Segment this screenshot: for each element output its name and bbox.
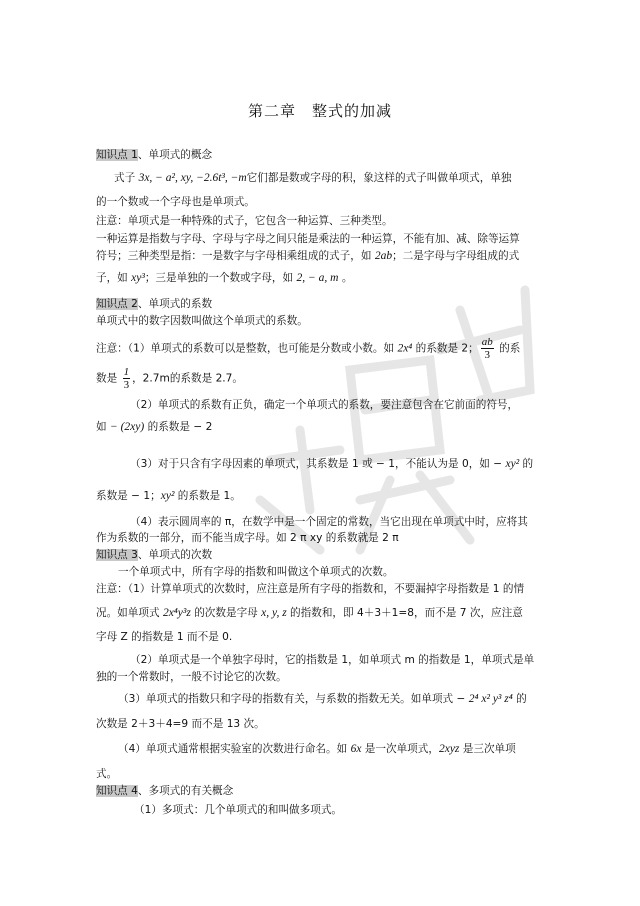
paragraph-line: （1）多项式：几个单项式的和叫做多项式。 [134, 804, 343, 816]
math-expression: 2x⁴ [397, 342, 413, 355]
math-expression: 2ab [374, 250, 393, 262]
paragraph-line: 式子 3x, − a², xy, −2.6t³, −m它们都是数或字母的积，象这样的式子叫做单项式，单独 [114, 172, 512, 184]
knowledge-point-label: 知识点 4 [96, 785, 138, 797]
paragraph-line: 作为系数的一部分，而不能当成字母。如 2 π xy 的系数就是 2 π [96, 532, 399, 544]
paragraph-line: 如 − (2xy) 的系数是 − 2 [96, 421, 213, 433]
math-expression: 2x⁴y³z [162, 607, 191, 619]
note-line: 注意：（1）单项式的系数可以是整数，也可能是分数或小数。如 2x⁴ 的系数是 2； $\frac{ab}{3}$ 的系 [96, 336, 521, 361]
page-title: 第二章 整式的加减 [247, 102, 392, 120]
paragraph-line: （3）对于只含有字母因素的单项式，其系数是 1 或 − 1，不能认为是 0，如 − xy² 的 [130, 458, 534, 470]
paragraph-line: （4）单项式通常根据实验室的次数进行命名。如 6x 是一次单项式，2xyz 是三次单项 [118, 743, 516, 755]
math-expression: 2, − a, m [296, 272, 339, 284]
paragraph-line: 一个单项式中，所有字母的指数和叫做这个单项式的次数。 [118, 566, 394, 578]
math-expression: xy² [160, 490, 175, 502]
knowledge-point-label: 知识点 2 [96, 298, 138, 310]
fraction: $\frac{ab}{3}$ [481, 336, 493, 361]
section-heading-4: 知识点 4、多项式的有关概念 [96, 785, 234, 797]
math-expression: 3x, − a², xy, −2.6t³, −m [138, 172, 247, 184]
paragraph-line: 子，如 xy³；三是单独的一个数或字母，如 2, − a, m 。 [96, 272, 353, 284]
knowledge-point-label: 知识点 3 [96, 549, 138, 561]
paragraph-line: 符号；三种类型是指：一是数字与字母相乘组成的式子，如 2ab；二是字母与字母组成的式 [96, 250, 520, 262]
paragraph-line: （2）单项式是一个单独字母时，它的指数是 1，如单项式 m 的指数是 1，单项式是单 [130, 654, 535, 666]
paragraph-line: 一种运算是指数与字母、字母与字母之间只能是乘法的一种运算，不能有加、减、除等运算 [96, 233, 520, 245]
math-expression: xy³ [131, 272, 145, 284]
paragraph-line: 数是 $\frac{1}{3}$ ，2.7m的系数是 2.7。 [96, 366, 244, 391]
math-expression: 2xyz [438, 743, 460, 755]
math-expression: xy² [505, 458, 520, 470]
knowledge-point-label: 知识点 1 [96, 149, 138, 161]
paragraph-line: 单项式中的数字因数叫做这个单项式的系数。 [96, 315, 308, 327]
paragraph-line: 式。 [96, 768, 118, 780]
section-heading-3: 知识点 3、单项式的次数 [96, 549, 213, 561]
paragraph-line: （4）表示圆周率的 π，在数学中是一个固定的常数，当它出现在单项式中时，应将其 [130, 516, 528, 528]
paragraph-line: 次数是 2＋3＋4=9 而不是 13 次。 [96, 718, 265, 730]
section-heading-2: 知识点 2、单项式的系数 [96, 298, 213, 310]
paragraph-line: 独的一个常数时，一般不讨论它的次数。 [96, 671, 287, 683]
math-expression: x, y, z [261, 607, 287, 619]
math-expression: − (2xy) [109, 421, 145, 433]
section-heading-1: 知识点 1、单项式的概念 [96, 149, 213, 161]
paragraph-line: 的一个数或一个字母也是单项式。 [96, 196, 255, 208]
math-expression: 6x [350, 743, 362, 755]
note-line: 注意：（1）计算单项式的次数时，应注意是所有字母的指数和，不要漏掉字母指数是 1 的情 [96, 583, 525, 595]
paragraph-line: 系数是 − 1；xy² 的系数是 1。 [96, 490, 241, 502]
fraction: $\frac{1}{3}$ [123, 366, 130, 391]
paragraph-line: 字母 Z 的指数是 1 而不是 0. [96, 631, 233, 643]
paragraph-line: 况。如单项式 2x⁴y³z 的次数是字母 x, y, z 的指数和，即 4＋3＋1=8，而不是 7 次，应注意 [96, 607, 523, 619]
math-expression: 2⁴ x² y³ z⁴ [468, 693, 513, 705]
note-line: 注意：单项式是一种特殊的式子，它包含一种运算、三种类型。 [96, 215, 393, 227]
paragraph-line: （2）单项式的系数有正负，确定一个单项式的系数，要注意包含在它前面的符号， [130, 399, 519, 411]
paragraph-line: （3）单项式的指数只和字母的指数有关，与系数的指数无关。如单项式 − 2⁴ x² y³ z⁴ 的 [118, 693, 527, 705]
